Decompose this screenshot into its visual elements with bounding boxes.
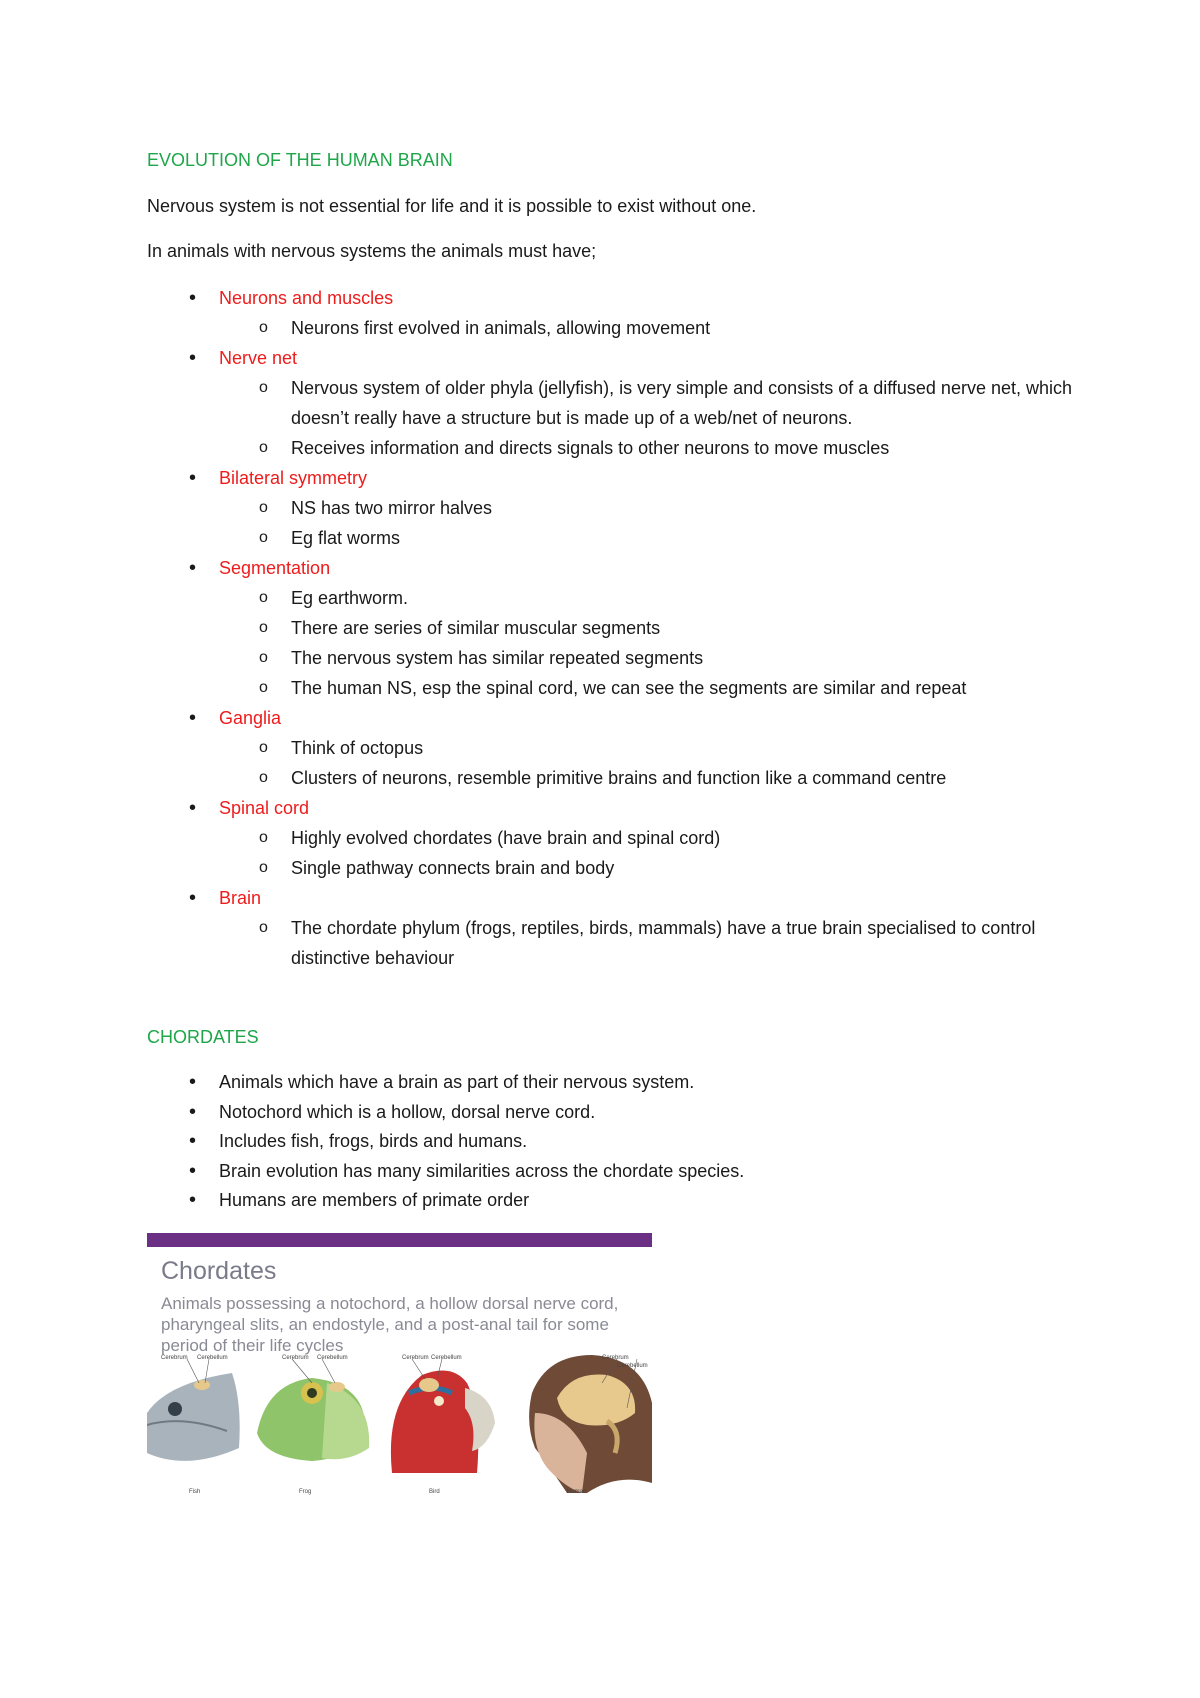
frog-head-illustration — [257, 1355, 369, 1495]
bullet-marker: • — [189, 1130, 197, 1152]
sub-point-list — [219, 493, 1077, 553]
figure-top-bar — [147, 1233, 652, 1247]
sub-point-text: Think of octopus — [291, 738, 424, 758]
sub-point-list — [219, 313, 1077, 343]
chordates-bullet-text: Animals which have a brain as part of their nervous system. — [219, 1072, 695, 1092]
sub-point-text: There are series of similar muscular segments — [291, 618, 661, 638]
bullet-marker: • — [189, 797, 197, 819]
topic-label: Brain — [219, 888, 262, 908]
intro-paragraph-1: Nervous system is not essential for life and it is possible to exist without one. — [147, 196, 757, 216]
bullet-marker: • — [189, 347, 197, 369]
chordates-bullet-text: Includes fish, frogs, birds and humans. — [219, 1131, 528, 1151]
bullet-marker: • — [189, 707, 197, 729]
sub-marker: o — [259, 739, 268, 756]
human-head-illustration — [529, 1355, 652, 1495]
sub-point-text: Highly evolved chordates (have brain and spinal cord) — [291, 828, 721, 848]
sub-point-list — [219, 733, 1077, 793]
sub-marker: o — [259, 319, 268, 336]
figure-title: Chordates — [161, 1257, 277, 1285]
sub-point-text: Single pathway connects brain and body — [291, 858, 615, 878]
sub-point — [147, 643, 1077, 673]
fish-caption-label: Fish — [189, 1489, 201, 1495]
sub-point-text: Clusters of neurons, resemble primitive brains and function like a command centre — [291, 768, 947, 788]
topic-label: Bilateral symmetry — [219, 468, 368, 488]
sub-marker: o — [259, 679, 268, 696]
human-cerebrum-label: Cerebrum — [602, 1355, 629, 1361]
sub-point — [147, 853, 1077, 883]
sub-marker: o — [259, 619, 268, 636]
topic-label: Segmentation — [219, 558, 331, 578]
bullet-marker: • — [189, 287, 197, 309]
chordates-bullet — [147, 1098, 1077, 1128]
bird-caption-label: Bird — [429, 1489, 440, 1495]
chordates-bullet-list — [147, 1068, 1077, 1216]
sub-point — [147, 583, 1077, 613]
topic-label: Ganglia — [219, 708, 282, 728]
chordates-figure — [147, 1233, 652, 1505]
sub-point-list — [219, 823, 1077, 883]
sub-marker: o — [259, 649, 268, 666]
sub-point-text: Eg flat worms — [291, 528, 401, 548]
chordates-heading: CHORDATES — [147, 1027, 259, 1047]
sub-point — [147, 913, 1077, 973]
topic-bullet — [147, 463, 1077, 553]
topic-bullet-list — [147, 283, 1077, 973]
chordates-bullet — [147, 1127, 1077, 1157]
intro-paragraph-2: In animals with nervous systems the animals must have; — [147, 241, 597, 261]
fish-head-illustration — [147, 1355, 240, 1495]
sub-point-text: The human NS, esp the spinal cord, we can see the segments are similar and repeat — [291, 678, 967, 698]
sub-point-list — [219, 373, 1077, 463]
figure-caption: Animals possessing a notochord, a hollow dorsal nerve cord, pharyngeal slits, an endostyle, and a post-anal tail for some period of their life cycles — [161, 1294, 619, 1355]
sub-point-text: The nervous system has similar repeated segments — [291, 648, 704, 668]
topic-bullet — [147, 553, 1077, 703]
chordates-bullet-text: Brain evolution has many similarities across the chordate species. — [219, 1160, 745, 1181]
sub-marker: o — [259, 859, 268, 876]
sub-point — [147, 763, 1077, 793]
sub-point — [147, 823, 1077, 853]
fish-cerebrum-label: Cerebrum — [161, 1355, 188, 1361]
bullet-marker: • — [189, 467, 197, 489]
topic-label: Spinal cord — [219, 798, 310, 818]
sub-marker: o — [259, 769, 268, 786]
bird-head-illustration — [391, 1355, 495, 1495]
chordates-bullet — [147, 1157, 1077, 1187]
sub-marker: o — [259, 439, 268, 456]
bullet-marker: • — [189, 1071, 197, 1093]
sub-point-text: The chordate phylum (frogs, reptiles, birds, mammals) have a true brain specialised to control distinctive behaviour — [291, 918, 1036, 968]
bullet-marker: • — [189, 1159, 197, 1182]
sub-marker: o — [259, 499, 268, 516]
sub-marker: o — [259, 919, 268, 936]
chordates-bullet — [147, 1186, 1077, 1216]
topic-bullet — [147, 283, 1077, 343]
bird-cerebrum-label: Cerebrum — [402, 1355, 429, 1361]
sub-point — [147, 733, 1077, 763]
bullet-marker: • — [189, 1189, 197, 1211]
topic-bullet — [147, 703, 1077, 793]
animal-heads-illustration — [147, 1353, 652, 1505]
chordates-bullet-text: Humans are members of primate order — [219, 1190, 530, 1210]
sub-point — [147, 313, 1077, 343]
page-title: EVOLUTION OF THE HUMAN BRAIN — [147, 150, 453, 170]
sub-point-list — [219, 913, 1077, 973]
sub-marker: o — [259, 529, 268, 546]
topic-label: Neurons and muscles — [219, 288, 394, 308]
sub-point — [147, 673, 1077, 703]
sub-point — [147, 373, 1077, 433]
human-cerebellum-label: Cerebellum — [617, 1363, 648, 1369]
topic-bullet — [147, 883, 1077, 973]
sub-point-text: Neurons first evolved in animals, allowing movement — [291, 318, 711, 338]
sub-point-list — [219, 583, 1077, 703]
sub-point-text: Nervous system of older phyla (jellyfish), is very simple and consists of a diffused nerve net, which doesn’t really have a structure but is made up of a web/net of neurons. — [291, 378, 1073, 428]
sub-marker: o — [259, 829, 268, 846]
frog-cerebellum-label: Cerebellum — [317, 1355, 348, 1361]
bird-cerebellum-label: Cerebellum — [431, 1355, 462, 1361]
chordates-bullet — [147, 1068, 1077, 1098]
topic-bullet — [147, 793, 1077, 883]
frog-caption-label: Frog — [299, 1489, 312, 1495]
sub-marker: o — [259, 379, 268, 396]
sub-point-text: Eg earthworm. — [291, 588, 409, 608]
bullet-marker: • — [189, 887, 197, 909]
sub-marker: o — [259, 589, 268, 606]
fish-cerebellum-label: Cerebellum — [197, 1355, 228, 1361]
bullet-marker: • — [189, 557, 197, 579]
topic-bullet — [147, 343, 1077, 463]
bullet-marker: • — [189, 1100, 197, 1123]
human-caption-label: Human — [567, 1489, 587, 1495]
sub-point — [147, 613, 1077, 643]
sub-point — [147, 523, 1077, 553]
frog-cerebrum-label: Cerebrum — [282, 1355, 309, 1361]
chordates-bullet-text: Notochord which is a hollow, dorsal nerve cord. — [219, 1101, 596, 1122]
sub-point — [147, 433, 1077, 463]
sub-point-text: Receives information and directs signals to other neurons to move muscles — [291, 438, 890, 458]
sub-point-text: NS has two mirror halves — [291, 498, 493, 518]
topic-label: Nerve net — [219, 348, 298, 368]
sub-point — [147, 493, 1077, 523]
